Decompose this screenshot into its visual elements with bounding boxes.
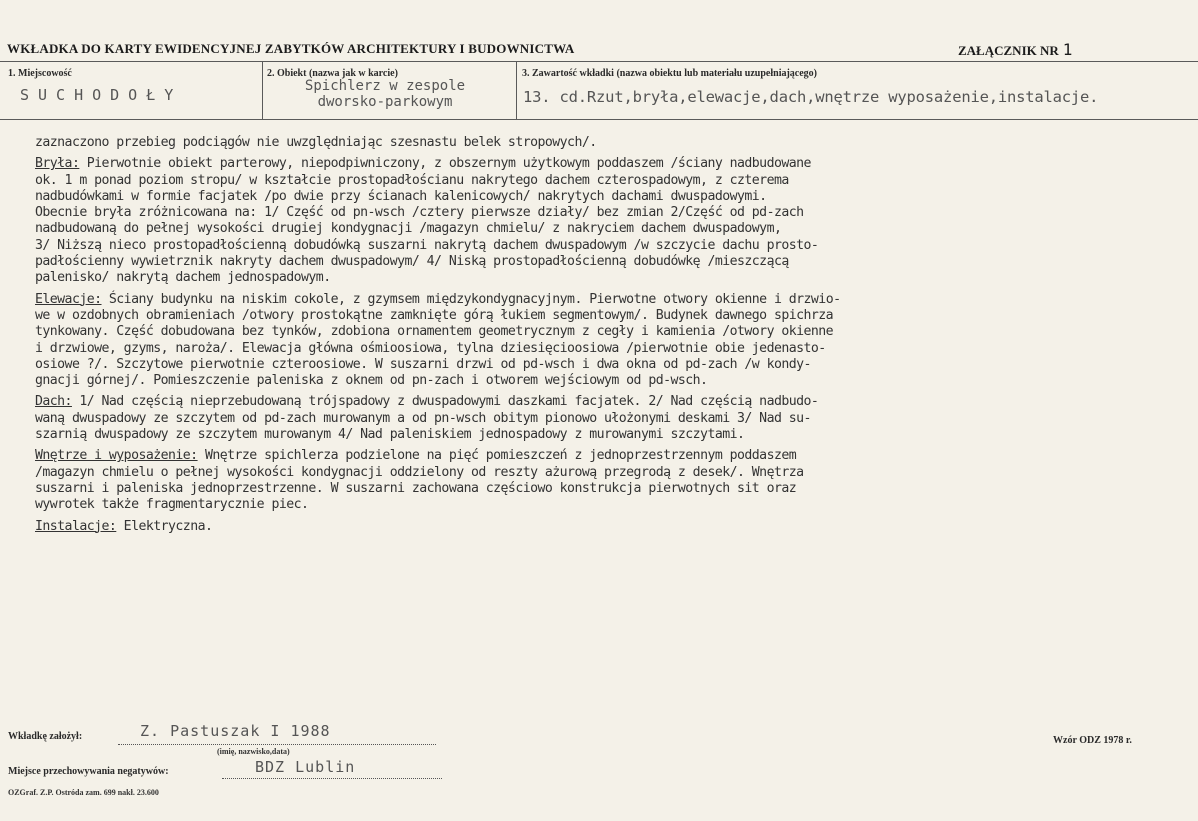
elewacje-line-0: Elewacje: Ściany budynku na niskim cokole, z gzymsem międzykondygnacyjnym. Pierwotne otwory okienne i drzwio- — [35, 291, 841, 307]
elewacje-line-4: osiowe ?/. Szczytowe pierwotnie czteroosiowe. W suszarni drzwi od pd-wsch i dwa okna od pd-zach /w kondy- — [35, 356, 811, 372]
intro-paragraph — [35, 135, 1175, 151]
bryla-line-0: Bryła: Pierwotnie obiekt parterowy, niepodpiwniczony, z obszernym użytkowym poddaszem /ściany nadbudowane — [35, 156, 811, 172]
intro-line: zaznaczono przebieg podciągów nie uwzględniając szesnastu belek stropowych/. — [35, 135, 597, 150]
locality-value: SUCHODOŁY — [20, 86, 183, 104]
printer-info: OZGraf. Z.P. Ostróda zam. 699 nakł. 23.600 — [8, 788, 159, 797]
document-title: WKŁADKA DO KARTY EWIDENCYJNEJ ZABYTKÓW ARCHITEKTURY I BUDOWNICTWA — [7, 41, 575, 56]
elewacje-line-5: gnacji górnej/. Pomieszczenie paleniska z oknem od pn-zach i otworem wejściowym od pd-wsch. — [35, 373, 708, 389]
bryla-line-3: Obecnie bryła zróżnicowana na: 1/ Część od pn-wsch /cztery pierwsze działy/ bez zmian 2/Część od pd-zach — [35, 205, 804, 221]
bryla-line-2: nadbudówkami w formie facjatek /po dwie przy ścianach kalenicowych/ nakrytych dachami dwuspadowymi. — [35, 188, 767, 204]
dach-heading: Dach: — [35, 394, 72, 410]
object-label: 2. Obiekt (nazwa jak w karcie) — [267, 68, 398, 79]
bryla-line-6: padłościenny wywietrznik nakryty dachem dwuspadowym/ 4/ Niską prostopadłościenną dobudówkę /mieszczącą — [35, 254, 789, 270]
content-value: 13. cd.Rzut,bryła,elewacje,dach,wnętrze wyposażenie,instalacje. — [523, 88, 1099, 106]
annex-label-text: ZAŁĄCZNIK NR — [958, 43, 1059, 58]
founded-dotline — [118, 744, 436, 745]
elewacje-heading: Elewacje: — [35, 291, 102, 307]
elewacje-paragraph — [35, 292, 1175, 390]
locality-label: 1. Miejscowość — [8, 68, 72, 79]
header-bottom-rule — [0, 119, 1198, 120]
field-divider-1 — [262, 61, 263, 119]
instalacje-line: Instalacje: Elektryczna. — [35, 518, 213, 534]
bryla-heading: Bryła: — [35, 156, 80, 172]
header-top-rule — [0, 61, 1198, 62]
object-value — [270, 78, 500, 110]
founded-hint: (imię, nazwisko,data) — [217, 747, 290, 756]
wnetrze-line-0: Wnętrze i wyposażenie: Wnętrze spichlerza podzielone na pięć pomieszczeń z jednoprzestrzennym poddaszem — [35, 448, 797, 464]
bryla-line-1: ok. 1 m ponad poziom stropu/ w kształcie prostopadłościanu nakrytego dachem czterospadowym, z czterema — [35, 172, 789, 188]
founded-value: Z. Pastuszak I 1988 — [140, 722, 331, 740]
dach-paragraph — [35, 394, 1175, 443]
dach-line-2: szarnią dwuspadowy ze szczytem murowanym 4/ Nad paleniskiem jednospadowy z murowanymi szczytami. — [35, 427, 745, 443]
storage-value: BDZ Lublin — [255, 758, 356, 776]
bryla-line-4: nadbudowaną do pełnej wysokości drugiej kondygnacji /magazyn chmielu/ z nakryciem dachem dwuspadowym, — [35, 221, 782, 237]
bryla-line-5: 3/ Niższą nieco prostopadłościenną dobudówką suszarni nakrytą dachem dwuspadowym /w szczycie dachu prosto- — [35, 237, 819, 253]
dach-line-1: waną dwuspadowy ze szczytem od pd-zach murowanym a od pn-wsch obitym pionowo ułożonymi deskami 3/ Nad su- — [35, 410, 811, 426]
storage-label: Miejsce przechowywania negatywów: — [8, 766, 169, 777]
annex-number: 1 — [1062, 40, 1073, 59]
form-label: Wzór ODZ 1978 r. — [1053, 735, 1132, 746]
wnetrze-line-1: /magazyn chmielu o pełnej wysokości kondygnacji oddzielony od reszty ażurową przegrodą z desek/. Wnętrza — [35, 464, 804, 480]
annex-label — [958, 40, 1072, 59]
document-body — [35, 135, 1175, 540]
instalacje-paragraph — [35, 519, 1175, 535]
elewacje-line-3: i drzwiowe, gzyms, naroża/. Elewacja główna ośmioosiowa, tylna dziesięcioosiowa /pierwotnie obie jedenasto- — [35, 340, 826, 356]
dach-line-0: Dach: 1/ Nad częścią nieprzebudowaną trójspadowy z dwuspadowymi daszkami facjatek. 2/ Nad częścią nadbudo- — [35, 394, 819, 410]
founded-label: Wkładkę założył: — [8, 731, 83, 742]
bryla-paragraph — [35, 156, 1175, 286]
storage-dotline — [222, 778, 442, 779]
wnetrze-line-3: wywrotek także fragmentarycznie piec. — [35, 497, 309, 513]
object-value-line1: Spichlerz w zespole — [304, 78, 466, 94]
object-value-line2: dworsko-parkowym — [317, 94, 453, 110]
wnetrze-paragraph — [35, 448, 1175, 513]
field-divider-2 — [516, 61, 517, 119]
elewacje-line-1: we w ozdobnych obramieniach /otwory prostokątne zamknięte górą łukiem segmentowym/. Budynek dawnego spichrza — [35, 307, 834, 323]
elewacje-line-2: tynkowany. Część dobudowana bez tynków, zdobiona ornamentem geometrycznym z cegły i kamienia /otwory okienne — [35, 324, 834, 340]
wnetrze-heading: Wnętrze i wyposażenie: — [35, 448, 198, 464]
content-label: 3. Zawartość wkładki (nazwa obiektu lub materiału uzupełniającego) — [522, 68, 818, 79]
wnetrze-line-2: suszarni i paleniska jednoprzestrzenne. W suszarni zachowana częściowo konstrukcja pierwotnych sit oraz — [35, 480, 797, 496]
bryla-line-7: palenisko/ nakrytą dachem jednospadowym. — [35, 270, 331, 286]
instalacje-heading: Instalacje: — [35, 518, 117, 534]
